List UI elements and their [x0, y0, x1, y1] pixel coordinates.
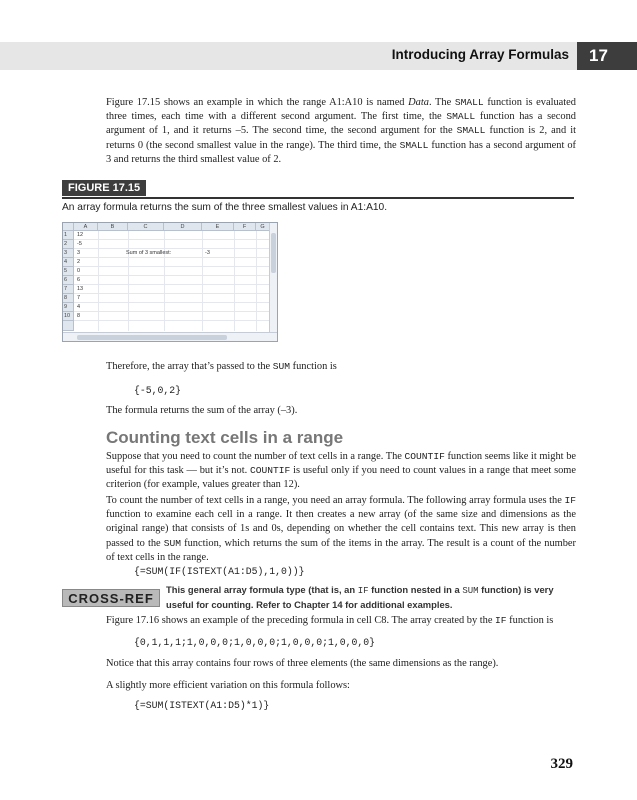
row-header: 4: [63, 258, 74, 267]
row-header: 10: [63, 312, 74, 321]
gridline: [128, 231, 129, 331]
gridline: [164, 231, 165, 331]
cell-a7: 13: [77, 286, 84, 292]
variation-intro: A slightly more efficient variation on this formula follows:: [106, 680, 350, 691]
cell-a6: 6: [77, 277, 81, 283]
cell-a4: 2: [77, 259, 81, 265]
row-header: 2: [63, 240, 74, 249]
cell-a10: 8: [77, 313, 81, 319]
gridline: [256, 231, 257, 331]
formula-code-2: {=SUM(ISTEXT(A1:D5)*1)}: [134, 700, 270, 711]
cell-a2: -5: [77, 241, 82, 247]
cell-a1: 12: [77, 232, 84, 238]
row-header: 8: [63, 294, 74, 303]
column-header: E: [202, 223, 234, 231]
array-formula-paragraph: To count the number of text cells in a range, you need an array formula. The following array formula uses the IF function to examine each cell in a range. It then creates a new array (of the same size and dimensions as the original range) that consists of 1s and 0s, depending on whether the cell contains text. This new array is then passed to the SUM function, which returns the sum of the items in the array. The result is a count of the number of text cells in the range.: [106, 495, 576, 563]
page-number: 329: [550, 756, 573, 772]
figure-17-16-paragraph: Figure 17.16 shows an example of the preceding formula in cell C8. The array created by the IF function is: [106, 615, 554, 626]
spreadsheet-figure: [62, 222, 278, 342]
vertical-scrollbar: [269, 223, 277, 333]
row-header: 6: [63, 276, 74, 285]
gridline: [74, 239, 270, 240]
countif-paragraph: Suppose that you need to count the number of text cells in a range. The COUNTIF function seems like it might be useful for this task — but it’s not. COUNTIF is useful only if you need to count values in a range that meet some criterion (for example, values greater than 12).: [106, 451, 576, 491]
figure-label: FIGURE 17.15: [62, 180, 146, 196]
gridline: [74, 311, 270, 312]
gridline: [234, 231, 235, 331]
column-header: D: [164, 223, 202, 231]
running-header-title: Introducing Array Formulas: [391, 47, 569, 62]
gridline: [74, 257, 270, 258]
cross-ref-note: This general array formula type (that is, an IF function nested in a SUM function) is very useful for counting. Refer to Chapter 14 for additional examples.: [166, 584, 554, 610]
column-header: F: [234, 223, 256, 231]
sum-result-text: The formula returns the sum of the array (–3).: [106, 405, 298, 416]
row-header: 3: [63, 249, 74, 258]
cell-a5: 0: [77, 268, 81, 274]
gridline: [74, 275, 270, 276]
array-passed-text: Therefore, the array that’s passed to the SUM function is: [106, 361, 337, 372]
column-header: A: [74, 223, 98, 231]
gridline: [74, 248, 270, 249]
figure-rule: [62, 197, 574, 199]
column-header: G: [256, 223, 270, 231]
horizontal-scrollbar: [63, 332, 277, 341]
formula-code-1: {=SUM(IF(ISTEXT(A1:D5),1,0))}: [134, 566, 305, 577]
vertical-scroll-thumb: [271, 233, 276, 273]
gridline: [202, 231, 203, 331]
gridline: [74, 293, 270, 294]
gridline: [74, 302, 270, 303]
row-header: 9: [63, 303, 74, 312]
figure-caption: An array formula returns the sum of the three smallest values in A1:A10.: [62, 202, 388, 213]
chapter-number-box: 17: [577, 42, 637, 70]
gridline: [74, 284, 270, 285]
cell-c3-label: Sum of 3 smallest:: [126, 250, 172, 256]
row-header-blank: [63, 321, 74, 331]
select-all-corner: [63, 223, 74, 231]
row-header: 5: [63, 267, 74, 276]
cell-a3: 3: [77, 250, 81, 256]
dimensions-note: Notice that this array contains four rows of three elements (the same dimensions as the range).: [106, 658, 499, 669]
cell-a8: 7: [77, 295, 81, 301]
if-array-code: {0,1,1,1;1,0,0,0;1,0,0,0;1,0,0,0;1,0,0,0}: [134, 637, 376, 648]
array-code: {-5,0,2}: [134, 385, 182, 396]
row-header: 1: [63, 231, 74, 240]
row-header: 7: [63, 285, 74, 294]
cross-ref-badge: CROSS-REF: [62, 589, 160, 607]
cell-d3-result: -3: [205, 250, 210, 256]
column-header: B: [98, 223, 128, 231]
column-header: C: [128, 223, 164, 231]
horizontal-scroll-thumb: [77, 335, 227, 340]
cell-a9: 4: [77, 304, 81, 310]
intro-paragraph: Figure 17.15 shows an example in which the range A1:A10 is named Data. The SMALL function is evaluated three times, each time with a different second argument. The first time, the SMALL function has a second argument of 1, and it returns –5. The second time, the second argument for the SMALL function is 2, and it returns 0 (the second smallest value in the range). The third time, the SMALL function has a second argument of 3 and returns the third smallest value of 2.: [106, 97, 576, 165]
gridline: [74, 320, 270, 321]
gridline: [98, 231, 99, 331]
section-heading: Counting text cells in a range: [106, 428, 344, 447]
gridline: [74, 266, 270, 267]
